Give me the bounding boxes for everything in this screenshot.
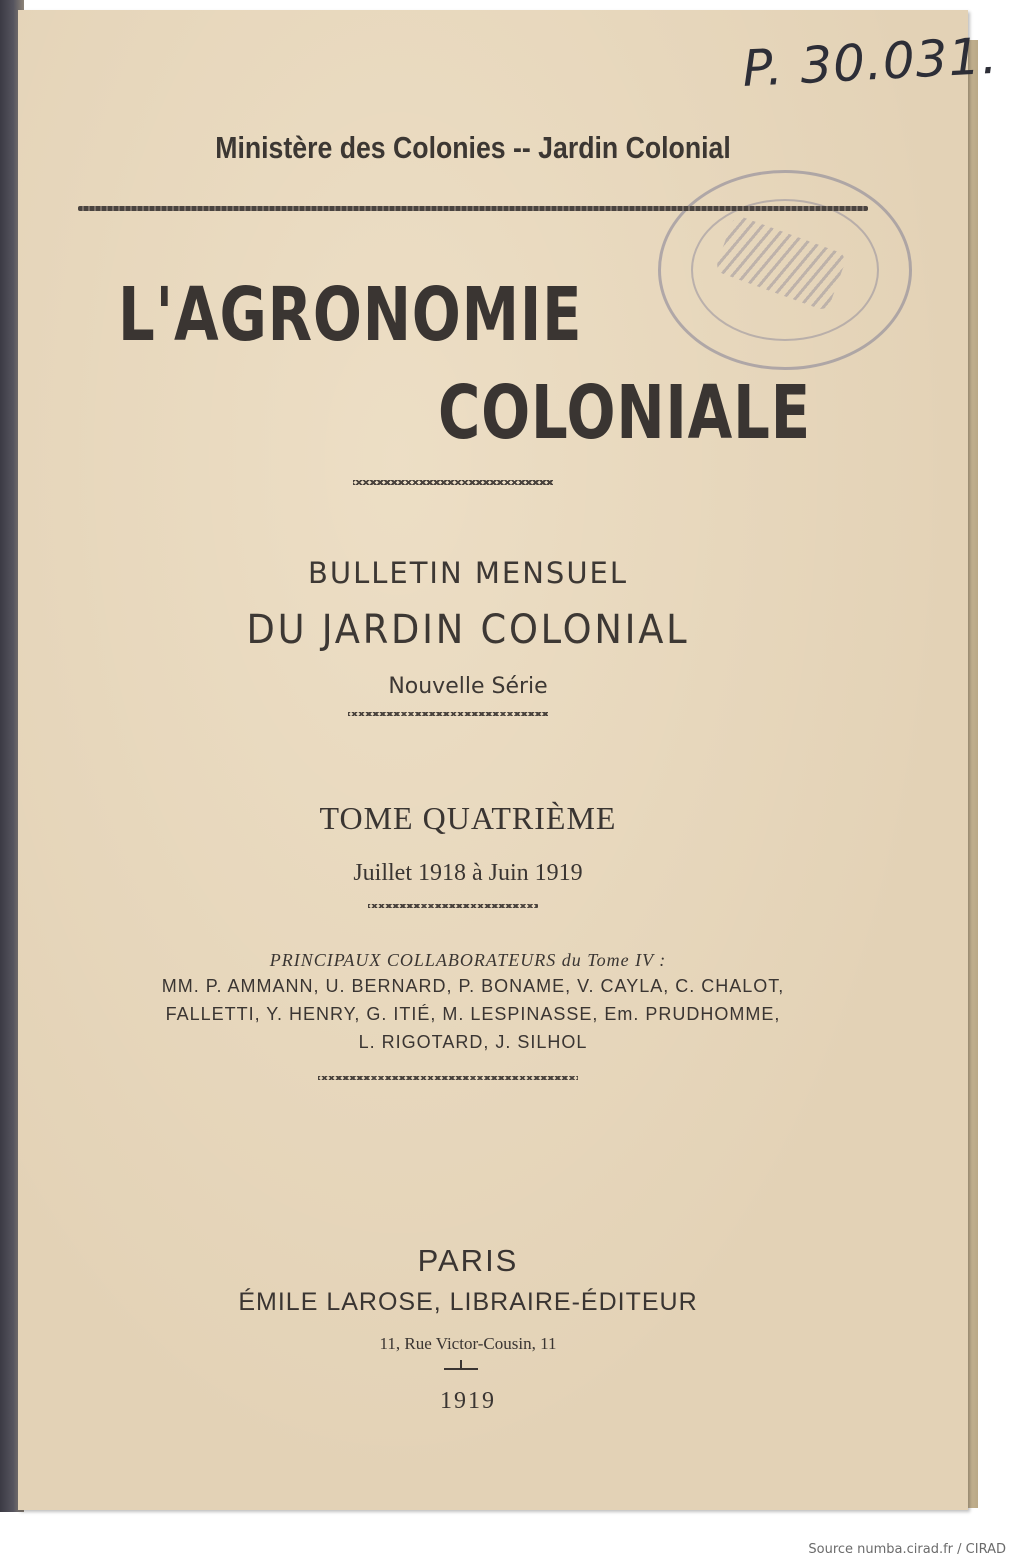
collaborators-heading: PRINCIPAUX COLLABORATEURS du Tome IV :	[269, 950, 667, 970]
city-label: PARIS	[417, 1243, 519, 1278]
header-rule	[78, 206, 868, 211]
period-label: Juillet 1918 à Juin 1919	[353, 860, 583, 886]
period-divider	[368, 904, 538, 908]
collaborators-line-1: MM. P. AMMANN, U. BERNARD, P. BONAME, V. CAYLA, C. CHALOT,	[161, 976, 785, 996]
volume-label: TOME QUATRIÈME	[319, 800, 617, 836]
subtitle-line-1: BULLETIN MENSUEL	[307, 556, 629, 590]
library-stamp	[658, 170, 912, 370]
title-line-2: COLONIALE	[438, 370, 811, 456]
title-page	[18, 10, 1000, 1510]
subtitle-line-2: DU JARDIN COLONIAL	[246, 607, 690, 653]
source-credit: Source numba.cirad.fr / CIRAD	[808, 1542, 1006, 1557]
ornament-dash	[444, 1368, 478, 1370]
series-label: Nouvelle Série	[388, 674, 548, 699]
year-label: 1919	[440, 1388, 496, 1414]
ministry-line: Ministère des Colonies -- Jardin Colonial	[215, 130, 731, 165]
address-label: 11, Rue Victor-Cousin, 11	[379, 1334, 557, 1353]
collaborators-line-3: L. RIGOTARD, J. SILHOL	[358, 1032, 588, 1052]
title-divider	[353, 480, 553, 485]
collaborators-divider	[318, 1076, 578, 1080]
title-line-1: L'AGRONOMIE	[118, 272, 583, 358]
shelf-mark: P. 30.031.	[740, 26, 1000, 98]
collaborators-line-2: FALLETTI, Y. HENRY, G. ITIÉ, M. LESPINASSE, Em. PRUDHOMME,	[165, 1004, 781, 1024]
publisher-label: ÉMILE LAROSE, LIBRAIRE-ÉDITEUR	[238, 1288, 698, 1316]
series-divider	[348, 712, 548, 716]
